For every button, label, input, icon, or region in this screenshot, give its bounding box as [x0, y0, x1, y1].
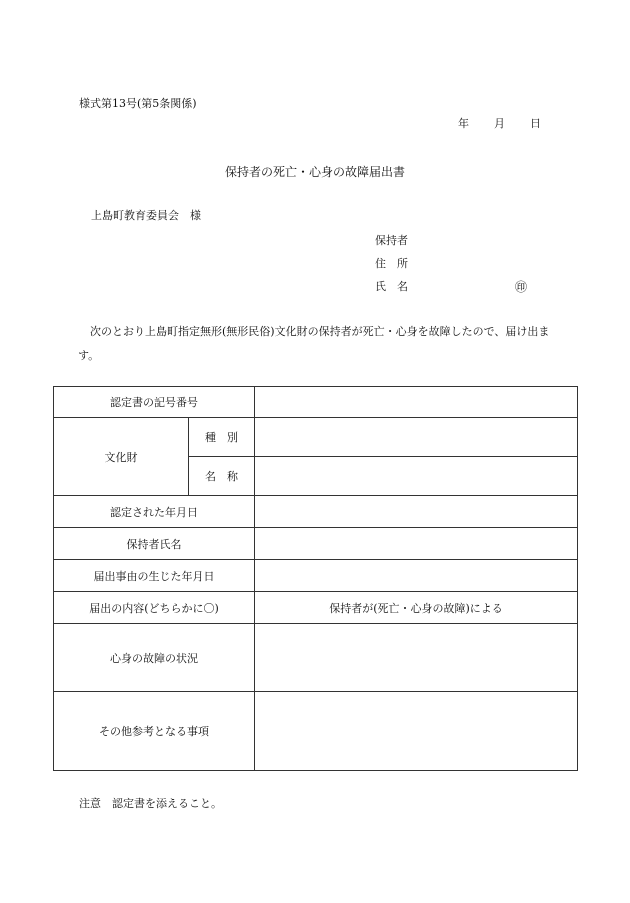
- date-year: 年: [458, 117, 469, 130]
- event-date-label: 届出事由の生じた年月日: [54, 560, 255, 592]
- name-sub-label: 名 称: [189, 457, 255, 496]
- event-date-value: [255, 560, 578, 592]
- other-info-value: [255, 692, 578, 771]
- cert-number-label: 認定書の記号番号: [54, 387, 255, 418]
- form-number: 様式第13号(第5条関係): [79, 97, 197, 110]
- table-row: [54, 692, 578, 771]
- cert-number-value: [255, 387, 578, 418]
- name-label: 氏 名: [375, 280, 408, 293]
- cultural-property-label: 文化財: [54, 418, 189, 496]
- cert-date-value: [255, 496, 578, 528]
- body-text: 次のとおり上島町指定無形(無形民俗)文化財の保持者が死亡・心身を故障したので、届け出ます。: [78, 325, 550, 362]
- table-row: [54, 624, 578, 692]
- disability-status-value: [255, 624, 578, 692]
- holder-label: 保持者: [375, 234, 408, 247]
- date-day: 日: [530, 117, 541, 130]
- table-row: [54, 592, 578, 624]
- name-sub-value: [255, 457, 578, 496]
- note: 注意 認定書を添えること。: [79, 797, 222, 810]
- other-info-label: その他参考となる事項: [54, 692, 255, 771]
- holder-name-label: 保持者氏名: [54, 528, 255, 560]
- date-month: 月: [494, 117, 505, 130]
- type-value: [255, 418, 578, 457]
- recipient: 上島町教育委員会 様: [91, 209, 201, 222]
- date-line: [458, 115, 541, 131]
- form-table: [53, 386, 578, 771]
- document-title: 保持者の死亡・心身の故障届出書: [224, 165, 405, 179]
- type-label: 種 別: [189, 418, 255, 457]
- seal-mark: ㊞: [515, 280, 528, 294]
- notice-content-label: 届出の内容(どちらかに〇): [54, 592, 255, 624]
- table-row: [54, 560, 578, 592]
- table-row: [54, 387, 578, 418]
- disability-status-label: 心身の故障の状況: [54, 624, 255, 692]
- table-row: [54, 528, 578, 560]
- notice-content-value: 保持者が(死亡・心身の故障)による: [255, 592, 578, 624]
- table-row: [54, 496, 578, 528]
- address-label: 住 所: [375, 257, 408, 270]
- cert-date-label: 認定された年月日: [54, 496, 255, 528]
- table-row: [54, 418, 578, 457]
- holder-name-value: [255, 528, 578, 560]
